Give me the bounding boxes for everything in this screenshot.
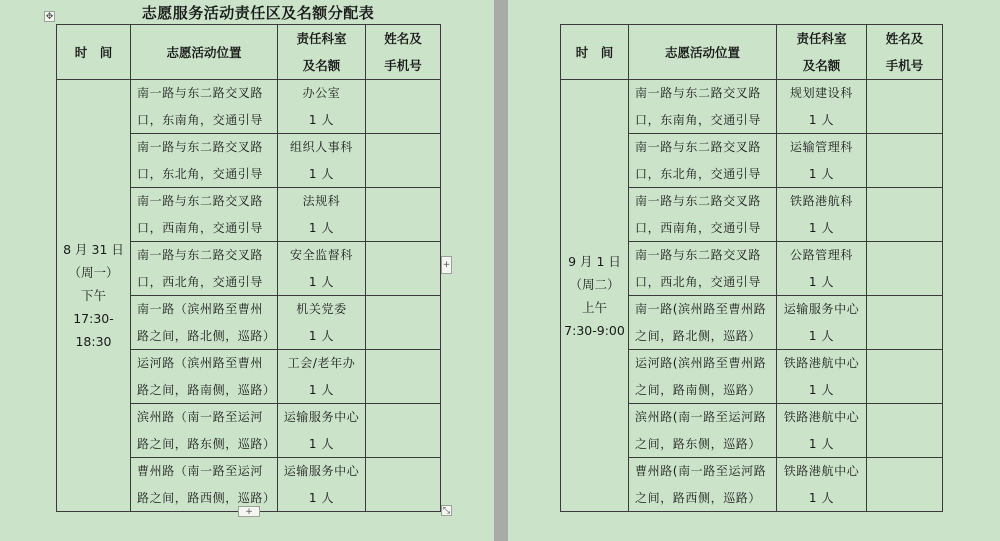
header-location: 志愿活动位置 bbox=[131, 25, 278, 80]
name-phone-cell[interactable] bbox=[366, 458, 441, 512]
table-row bbox=[561, 80, 943, 134]
name-phone-cell[interactable] bbox=[366, 188, 441, 242]
time-period: 上午 bbox=[581, 299, 607, 315]
location-cell: 南一路与东二路交叉路 口，东北角，交通引导 bbox=[131, 134, 278, 188]
location-cell: 曹州路(南一路至运河路 之间，路西侧，巡路） bbox=[629, 458, 777, 512]
name-phone-cell[interactable] bbox=[867, 134, 943, 188]
header-row bbox=[561, 25, 943, 80]
dept-cell: 规划建设科 1 人 bbox=[777, 80, 867, 134]
name-phone-cell[interactable] bbox=[366, 242, 441, 296]
dept-cell: 运输服务中心 1 人 bbox=[777, 296, 867, 350]
dept-cell: 安全监督科 1 人 bbox=[278, 242, 366, 296]
name-phone-cell[interactable] bbox=[867, 350, 943, 404]
location-cell: 滨州路（南一路至运河 路之间，路东侧，巡路） bbox=[131, 404, 278, 458]
name-phone-cell[interactable] bbox=[867, 296, 943, 350]
location-cell: 南一路(滨州路至曹州路 之间，路北侧，巡路） bbox=[629, 296, 777, 350]
location-cell: 南一路与东二路交叉路 口，东北角，交通引导 bbox=[629, 134, 777, 188]
dept-cell: 铁路港航中心 1 人 bbox=[777, 458, 867, 512]
location-cell: 南一路与东二路交叉路 口，西南角，交通引导 bbox=[629, 188, 777, 242]
location-cell: 南一路与东二路交叉路 口，西北角，交通引导 bbox=[629, 242, 777, 296]
document-page-left bbox=[0, 0, 494, 541]
location-cell: 运河路(滨州路至曹州路 之间，路南侧，巡路） bbox=[629, 350, 777, 404]
name-phone-cell[interactable] bbox=[366, 80, 441, 134]
dept-cell: 铁路港航科 1 人 bbox=[777, 188, 867, 242]
time-cell bbox=[57, 80, 131, 512]
dept-cell: 法规科 1 人 bbox=[278, 188, 366, 242]
document-title: 志愿服务活动责任区及名额分配表 bbox=[141, 4, 375, 22]
location-cell: 曹州路（南一路至运河 路之间，路西侧，巡路） bbox=[131, 458, 278, 512]
name-phone-cell[interactable] bbox=[366, 296, 441, 350]
location-cell: 南一路与东二路交叉路 口，东南角，交通引导 bbox=[629, 80, 777, 134]
dept-cell: 机关党委 1 人 bbox=[278, 296, 366, 350]
time-period: 下午 bbox=[80, 288, 106, 303]
time-date: 8 月 31 日 bbox=[63, 242, 124, 257]
header-time: 时 间 bbox=[561, 25, 629, 80]
header-dept: 责任科室 及名额 bbox=[278, 25, 366, 80]
location-cell: 运河路（滨州路至曹州 路之间，路南侧，巡路） bbox=[131, 350, 278, 404]
location-cell: 南一路与东二路交叉路 口，西北角，交通引导 bbox=[131, 242, 278, 296]
header-name-phone: 姓名及 手机号 bbox=[366, 25, 441, 80]
dept-cell: 铁路港航中心 1 人 bbox=[777, 404, 867, 458]
dept-cell: 运输服务中心 1 人 bbox=[278, 404, 366, 458]
allocation-table-left bbox=[56, 24, 441, 512]
name-phone-cell[interactable] bbox=[867, 80, 943, 134]
add-column-icon[interactable]: + bbox=[441, 256, 452, 274]
header-location: 志愿活动位置 bbox=[629, 25, 777, 80]
location-cell: 滨州路(南一路至运河路 之间，路东侧，巡路） bbox=[629, 404, 777, 458]
location-cell: 南一路（滨州路至曹州 路之间，路北侧，巡路） bbox=[131, 296, 278, 350]
time-cell bbox=[561, 80, 629, 512]
table-row bbox=[57, 80, 441, 134]
time-hours: 17:30-18:30 bbox=[73, 311, 114, 349]
table-resize-handle-icon[interactable]: ⤡ bbox=[442, 506, 451, 516]
time-weekday: （周二） bbox=[569, 276, 620, 292]
dept-cell: 办公室 1 人 bbox=[278, 80, 366, 134]
header-name-phone: 姓名及 手机号 bbox=[867, 25, 943, 80]
name-phone-cell[interactable] bbox=[867, 242, 943, 296]
allocation-table-right bbox=[560, 24, 943, 512]
document-page-right bbox=[508, 0, 1000, 541]
name-phone-cell[interactable] bbox=[867, 458, 943, 512]
time-weekday: （周一） bbox=[68, 265, 119, 280]
dept-cell: 运输服务中心 1 人 bbox=[278, 458, 366, 512]
location-cell: 南一路与东二路交叉路 口，东南角，交通引导 bbox=[131, 80, 278, 134]
header-dept: 责任科室 及名额 bbox=[777, 25, 867, 80]
dept-cell: 组织人事科 1 人 bbox=[278, 134, 366, 188]
table-move-handle-icon[interactable]: ✥ bbox=[45, 12, 54, 22]
dept-cell: 公路管理科 1 人 bbox=[777, 242, 867, 296]
name-phone-cell[interactable] bbox=[366, 404, 441, 458]
header-row bbox=[57, 25, 441, 80]
time-hours: 7:30-9:00 bbox=[564, 322, 625, 338]
add-row-icon[interactable]: + bbox=[238, 506, 260, 517]
dept-cell: 运输管理科 1 人 bbox=[777, 134, 867, 188]
header-time: 时 间 bbox=[57, 25, 131, 80]
location-cell: 南一路与东二路交叉路 口，西南角，交通引导 bbox=[131, 188, 278, 242]
name-phone-cell[interactable] bbox=[366, 350, 441, 404]
name-phone-cell[interactable] bbox=[867, 188, 943, 242]
dept-cell: 铁路港航中心 1 人 bbox=[777, 350, 867, 404]
name-phone-cell[interactable] bbox=[366, 134, 441, 188]
dept-cell: 工会/老年办 1 人 bbox=[278, 350, 366, 404]
time-date: 9 月 1 日 bbox=[568, 253, 621, 269]
name-phone-cell[interactable] bbox=[867, 404, 943, 458]
